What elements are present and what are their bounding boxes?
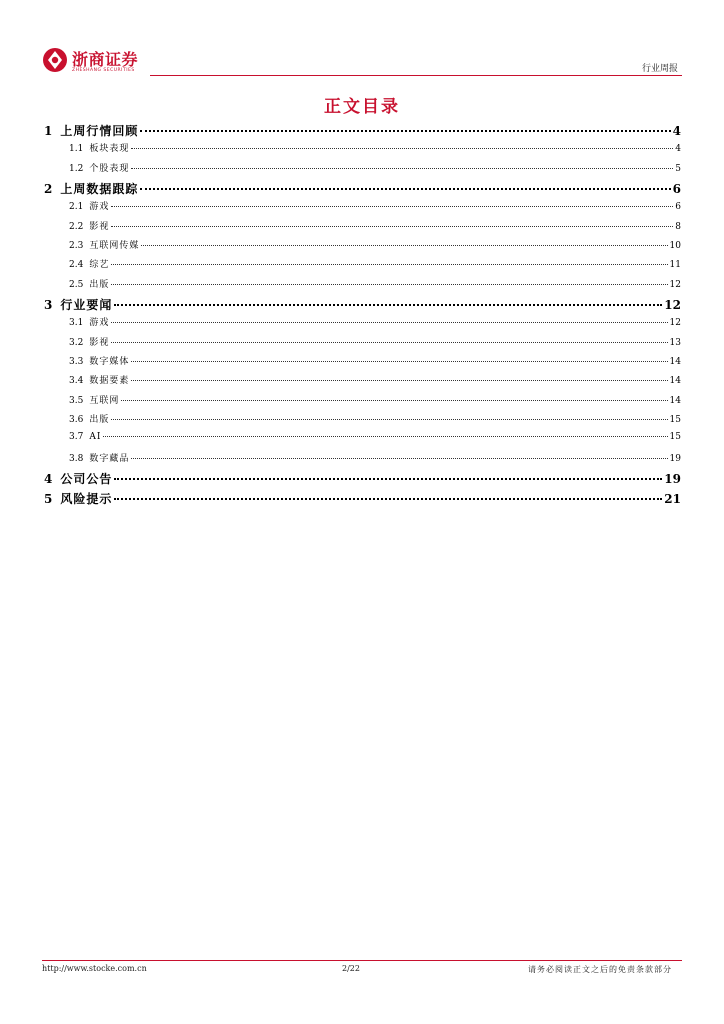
toc-entry-2-3[interactable] [44, 238, 681, 257]
toc-entry-label: 互联网传媒 [89, 241, 140, 252]
toc-leader-dots [111, 322, 667, 323]
toc-entry-page: 6 [672, 182, 681, 197]
toc-entry-3-6[interactable] [44, 412, 681, 431]
logo-text-cn: 浙商证券 [72, 50, 139, 69]
toc-entry-number: 3 [44, 298, 53, 313]
toc-entry-label: 上周行情回顾 [60, 124, 139, 138]
toc-leader-dots [111, 264, 667, 265]
toc-entry-page: 4 [672, 124, 681, 138]
table-of-contents [44, 122, 681, 509]
toc-entry-page: 4 [675, 144, 681, 155]
toc-entry-page: 6 [675, 202, 681, 213]
toc-leader-dots [111, 419, 667, 420]
toc-entry-number: 4 [44, 472, 53, 487]
toc-leader-dots [131, 168, 673, 169]
toc-entry-label: 游戏 [89, 318, 110, 329]
toc-leader-dots [114, 498, 662, 500]
toc-entry-3-5[interactable] [44, 393, 681, 412]
logo-text-en: ZHESHANG SECURITIES [72, 68, 135, 73]
toc-entry-label: 数据要素 [89, 376, 130, 387]
toc-leader-dots [114, 304, 662, 306]
report-type-label: 行业周报 [641, 64, 678, 74]
toc-entry-label: 综艺 [89, 260, 110, 271]
toc-entry-number: 3.4 [69, 376, 84, 387]
toc-entry-page: 8 [675, 221, 681, 232]
toc-entry-number: 3.3 [69, 357, 84, 368]
toc-entry-1-2[interactable] [44, 161, 681, 180]
toc-entry-page: 12 [669, 318, 681, 329]
toc-entry-2-1[interactable] [44, 199, 681, 218]
toc-entry-page: 19 [664, 472, 681, 487]
toc-leader-dots [131, 361, 667, 362]
toc-leader-dots [111, 284, 667, 285]
toc-entry-label: 个股表现 [89, 163, 130, 174]
toc-entry-label: 行业要闻 [60, 298, 113, 313]
toc-entry-number: 5 [44, 491, 53, 506]
toc-entry-1[interactable] [44, 122, 681, 141]
toc-entry-page: 11 [669, 260, 681, 271]
toc-entry-page: 5 [675, 163, 681, 174]
toc-entry-label: 出版 [89, 415, 110, 426]
toc-entry-number: 1 [44, 124, 53, 138]
toc-entry-page: 10 [669, 241, 681, 252]
toc-leader-dots [131, 380, 667, 381]
toc-leader-dots [111, 206, 673, 207]
toc-leader-dots [140, 130, 670, 132]
toc-entry-label: 数字藏品 [89, 453, 130, 464]
toc-entry-label: AI [89, 431, 102, 442]
toc-leader-dots [131, 148, 673, 149]
toc-entry-page: 15 [669, 415, 681, 426]
toc-entry-number: 3.5 [69, 395, 84, 406]
toc-entry-5[interactable] [44, 490, 681, 509]
toc-entry-page: 21 [664, 491, 681, 506]
toc-entry-3-2[interactable] [44, 335, 681, 354]
toc-entry-number: 3.8 [69, 453, 84, 464]
toc-entry-label: 出版 [89, 279, 110, 290]
toc-entry-3-7[interactable] [44, 432, 681, 451]
toc-entry-number: 3.6 [69, 415, 84, 426]
toc-leader-dots [103, 436, 667, 437]
toc-entry-1-1[interactable] [44, 141, 681, 160]
toc-leader-dots [131, 458, 667, 459]
toc-entry-number: 3.2 [69, 337, 84, 348]
toc-entry-label: 影视 [89, 221, 110, 232]
toc-entry-label: 公司公告 [60, 472, 113, 487]
footer-disclaimer: 请务必阅读正文之后的免责条款部分 [528, 965, 672, 974]
zheshang-logo-icon [42, 47, 68, 73]
toc-entry-3-4[interactable] [44, 373, 681, 392]
toc-entry-number: 2.1 [69, 202, 84, 213]
page-header [42, 44, 682, 78]
toc-entry-page: 14 [669, 395, 681, 406]
toc-entry-page: 12 [669, 279, 681, 290]
toc-entry-label: 上周数据跟踪 [60, 182, 139, 197]
toc-entry-number: 2.3 [69, 241, 84, 252]
toc-leader-dots [111, 226, 673, 227]
toc-leader-dots [140, 188, 670, 190]
footer-url-link[interactable]: http://www.stocke.com.cn [42, 964, 147, 973]
toc-entry-page: 19 [669, 453, 681, 464]
toc-leader-dots [111, 342, 667, 343]
toc-entry-page: 12 [664, 298, 681, 313]
toc-entry-number: 3.1 [69, 318, 84, 329]
toc-entry-2-5[interactable] [44, 277, 681, 296]
header-divider [150, 75, 682, 76]
toc-entry-3-1[interactable] [44, 315, 681, 334]
toc-entry-3-3[interactable] [44, 354, 681, 373]
toc-entry-label: 数字媒体 [89, 357, 130, 368]
toc-entry-number: 1.1 [69, 144, 84, 155]
toc-leader-dots [114, 478, 662, 480]
toc-entry-page: 14 [669, 376, 681, 387]
toc-entry-number: 3.7 [69, 431, 84, 442]
toc-entry-label: 风险提示 [60, 491, 113, 506]
footer-page-indicator: 2/22 [342, 964, 360, 973]
toc-entry-page: 13 [669, 337, 681, 348]
toc-entry-number: 2.5 [69, 279, 84, 290]
toc-entry-label: 游戏 [89, 202, 110, 213]
toc-entry-3-8[interactable] [44, 451, 681, 470]
footer-divider [42, 960, 682, 961]
toc-entry-page: 14 [669, 357, 681, 368]
toc-entry-3[interactable] [44, 296, 681, 315]
toc-entry-page: 15 [669, 431, 681, 442]
toc-entry-number: 2 [44, 182, 53, 197]
toc-entry-2[interactable] [44, 180, 681, 199]
toc-leader-dots [121, 400, 667, 401]
toc-entry-number: 2.4 [69, 260, 84, 271]
toc-leader-dots [141, 245, 667, 246]
toc-entry-label: 影视 [89, 337, 110, 348]
toc-entry-2-4[interactable] [44, 257, 681, 276]
toc-entry-2-2[interactable] [44, 219, 681, 238]
toc-entry-label: 互联网 [89, 395, 120, 406]
toc-entry-4[interactable] [44, 470, 681, 489]
toc-entry-label: 板块表现 [89, 144, 130, 155]
toc-title: 正文目录 [324, 97, 400, 117]
company-logo [42, 44, 162, 78]
toc-entry-number: 2.2 [69, 221, 84, 232]
toc-entry-number: 1.2 [69, 163, 84, 174]
